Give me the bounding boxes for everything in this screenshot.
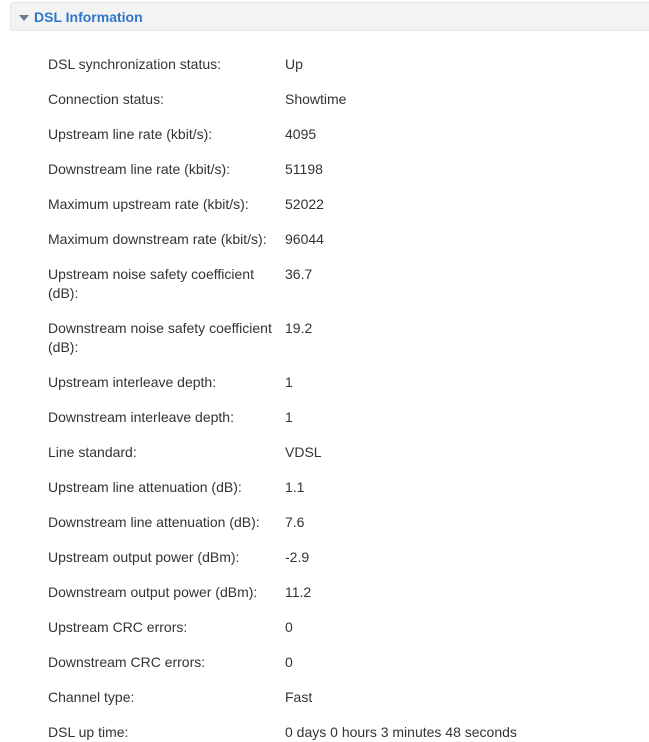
row-label: Connection status: bbox=[48, 91, 164, 107]
info-row bbox=[48, 90, 638, 109]
row-value: Up bbox=[285, 56, 303, 72]
info-row bbox=[48, 513, 638, 532]
row-label: Downstream noise safety coefficient (dB): bbox=[48, 320, 272, 355]
row-value: 19.2 bbox=[285, 320, 313, 336]
row-value: Fast bbox=[285, 689, 313, 705]
row-value: 96044 bbox=[285, 231, 324, 247]
row-value: 36.7 bbox=[285, 266, 313, 282]
info-row bbox=[48, 548, 638, 567]
info-row bbox=[48, 478, 638, 497]
row-label: Upstream interleave depth: bbox=[48, 374, 217, 390]
row-label: Line standard: bbox=[48, 444, 137, 460]
info-row bbox=[48, 443, 638, 462]
row-label: Channel type: bbox=[48, 689, 135, 705]
row-label: DSL up time: bbox=[48, 724, 129, 740]
row-label: DSL synchronization status: bbox=[48, 56, 222, 72]
info-row bbox=[48, 55, 638, 74]
info-row bbox=[48, 688, 638, 707]
info-row bbox=[48, 265, 638, 303]
info-row bbox=[48, 319, 638, 357]
info-row bbox=[48, 160, 638, 179]
row-label: Downstream interleave depth: bbox=[48, 409, 234, 425]
info-row bbox=[48, 373, 638, 392]
row-value: 1 bbox=[285, 374, 293, 390]
row-value: 7.6 bbox=[285, 514, 305, 530]
info-row bbox=[48, 408, 638, 427]
info-row bbox=[48, 618, 638, 637]
row-value: 4095 bbox=[285, 126, 317, 142]
row-label: Maximum upstream rate (kbit/s): bbox=[48, 196, 249, 212]
info-row bbox=[48, 125, 638, 144]
row-label: Downstream output power (dBm): bbox=[48, 584, 258, 600]
info-row bbox=[48, 230, 638, 249]
dsl-info-table bbox=[48, 55, 638, 742]
info-row bbox=[48, 195, 638, 214]
row-value: 51198 bbox=[285, 161, 323, 177]
row-value: -2.9 bbox=[285, 549, 310, 565]
info-row bbox=[48, 723, 638, 742]
row-value: Showtime bbox=[285, 91, 347, 107]
row-value: 0 days 0 hours 3 minutes 48 seconds bbox=[285, 724, 517, 740]
row-label: Upstream CRC errors: bbox=[48, 619, 188, 635]
row-label: Upstream output power (dBm): bbox=[48, 549, 240, 565]
row-value: 52022 bbox=[285, 196, 324, 212]
collapse-caret-icon[interactable] bbox=[19, 15, 29, 21]
section-title: DSL Information bbox=[34, 9, 143, 25]
info-row bbox=[48, 653, 638, 672]
row-label: Upstream line rate (kbit/s): bbox=[48, 126, 213, 142]
row-label: Maximum downstream rate (kbit/s): bbox=[48, 231, 267, 247]
row-value: 1 bbox=[285, 409, 293, 425]
info-row bbox=[48, 583, 638, 602]
row-label: Upstream noise safety coefficient (dB): bbox=[48, 266, 254, 301]
row-label: Upstream line attenuation (dB): bbox=[48, 479, 242, 495]
row-value: 0 bbox=[285, 654, 293, 670]
dsl-information-header[interactable] bbox=[10, 2, 649, 31]
row-value: 0 bbox=[285, 619, 293, 635]
row-value: 1.1 bbox=[285, 479, 305, 495]
row-value: 11.2 bbox=[285, 584, 312, 600]
row-value: VDSL bbox=[285, 444, 322, 460]
row-label: Downstream CRC errors: bbox=[48, 654, 206, 670]
row-label: Downstream line attenuation (dB): bbox=[48, 514, 260, 530]
row-label: Downstream line rate (kbit/s): bbox=[48, 161, 231, 177]
